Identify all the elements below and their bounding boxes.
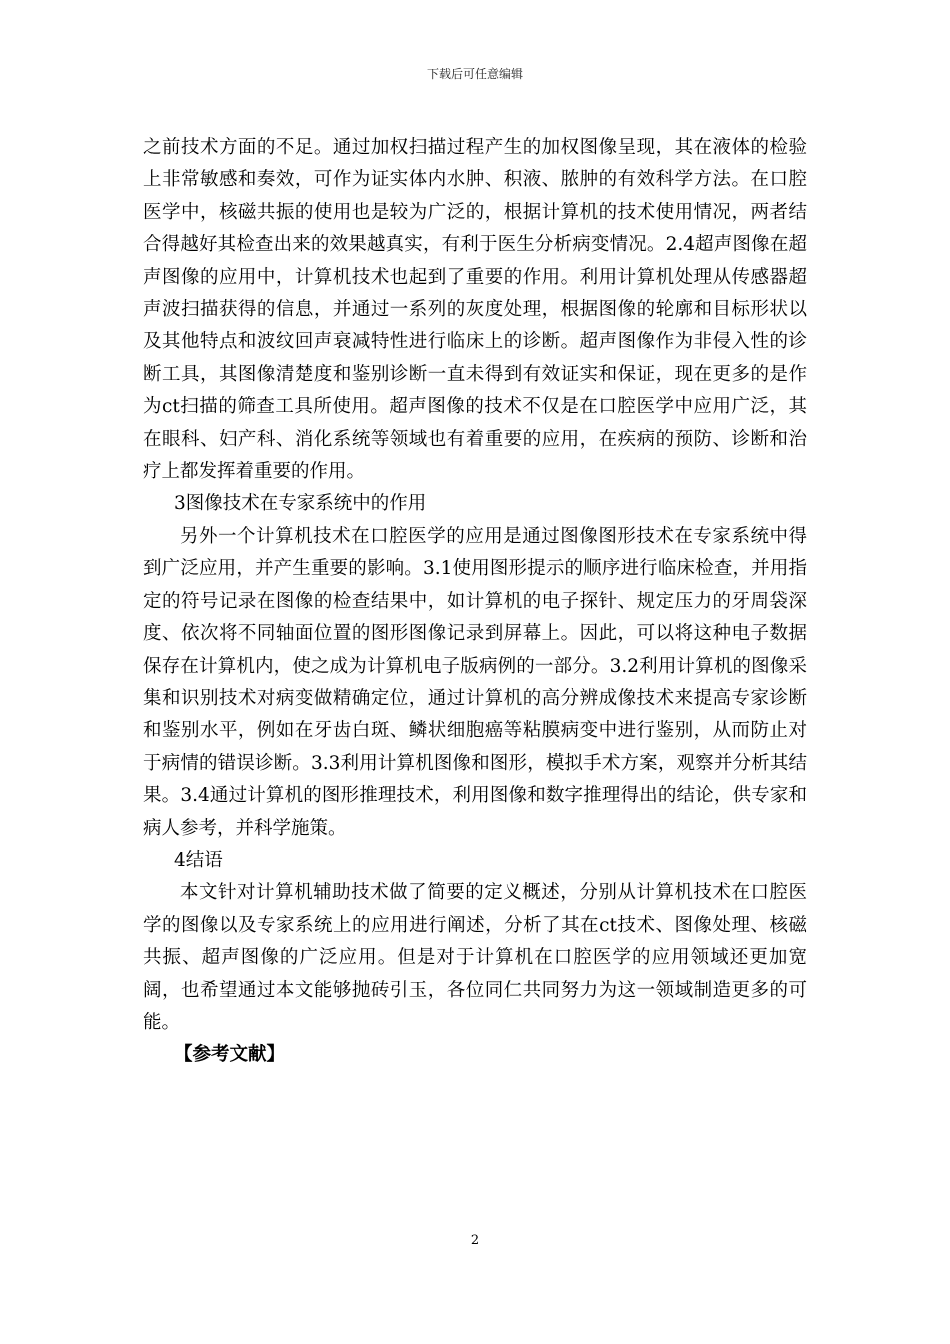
paragraph-continued: 之前技术方面的不足。通过加权扫描过程产生的加权图像呈现，其在液体的检验上非常敏感和奏效，可作为证实体内水肿、积液、脓肿的有效科学方法。在口腔医学中，核磁共振的使用也是较为广泛的，根据计算机的技术使用情况，两者结合得越好其检查出来的效果越真实，有利于医生分析病变情况。2.4超声图像在超声图像的应用中，计算机技术也起到了重要的作用。利用计算机处理从传感器超声波扫描获得的信息，并通过一系列的灰度处理，根据图像的轮廓和目标形状以及其他特点和波纹回声衰减特性进行临床上的诊断。超声图像作为非侵入性的诊断工具，其图像清楚度和鉴别诊断一直未得到有效证实和保证，现在更多的是作为ct扫描的筛查工具所使用。超声图像的技术不仅是在口腔医学中应用广泛，其在眼科、妇产科、消化系统等领域也有着重要的应用，在疾病的预防、诊断和治疗上都发挥着重要的作用。	[143, 137, 807, 483]
page-header: 下载后可任意编辑	[426, 67, 523, 81]
paragraph-section-4: 本文针对计算机辅助技术做了简要的定义概述，分别从计算机技术在口腔医学的图像以及专家系统上的应用进行阐述，分析了其在ct技术、图像处理、核磁共振、超声图像的广泛应用。但是对于计算机在口腔医学的应用领域还更加宽阔，也希望通过本文能够抛砖引玉，各位同仁共同努力为这一领域制造更多的可能。	[143, 882, 807, 1033]
section-heading-3: 3图像技术在专家系统中的作用	[174, 493, 427, 515]
paragraph-section-3: 另外一个计算机技术在口腔医学的应用是通过图像图形技术在专家系统中得到广泛应用，并产生重要的影响。3.1使用图形提示的顺序进行临床检查，并用指定的符号记录在图像的检查结果中，如计算机的电子探针、规定压力的牙周袋深度、依次将不同轴面位置的图形图像记录到屏幕上。因此，可以将这种电子数据保存在计算机内，使之成为计算机电子版病例的一部分。3.2利用计算机的图像采集和识别技术对病变做精确定位，通过计算机的高分辨成像技术来提高专家诊断和鉴别水平，例如在牙齿白斑、鳞状细胞癌等粘膜病变中进行鉴别，从而防止对于病情的错误诊断。3.3利用计算机图像和图形，模拟手术方案，观察并分析其结果。3.4通过计算机的图形推理技术，利用图像和数字推理得出的结论，供专家和病人参考，并科学施策。	[143, 525, 807, 839]
page-number: 2	[470, 1233, 480, 1248]
section-heading-4: 4结语	[174, 849, 223, 871]
references-heading: 【参考文献】	[174, 1044, 286, 1066]
document-body	[143, 132, 807, 1072]
